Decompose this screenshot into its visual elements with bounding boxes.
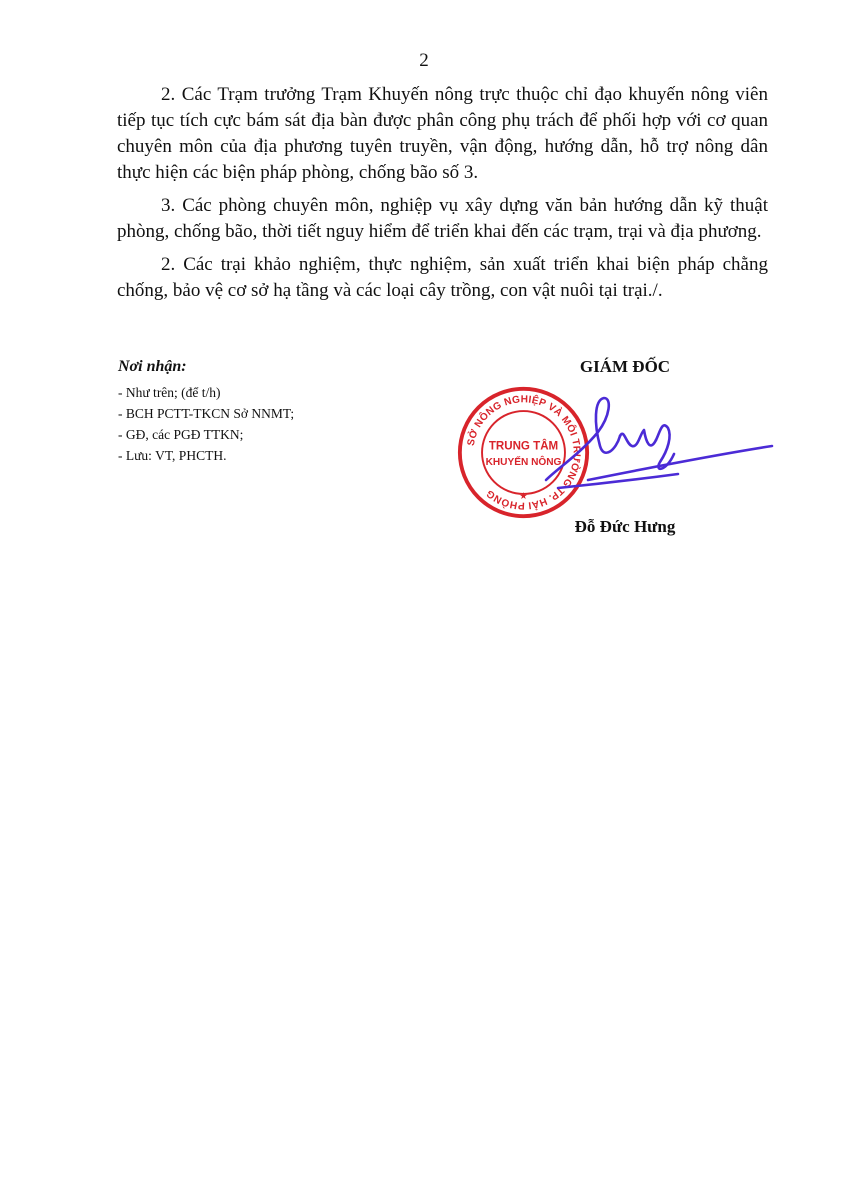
paragraph-3: 2. Các trại khảo nghiệm, thực nghiệm, sản xuất triển khai biện pháp chằng chống, bảo vệ cơ sở hạ tầng và các loại cây trồng, con vật nuôi tại trại./. xyxy=(117,254,768,301)
recipient-item: - Lưu: VT, PHCTH. xyxy=(118,448,227,463)
seal-center-line-1: TRUNG TÂM xyxy=(488,440,559,453)
recipient-item: - BCH PCTT-TKCN Sở NNMT; xyxy=(118,406,295,421)
paragraph-2: 3. Các phòng chuyên môn, nghiệp vụ xây dựng văn bản hướng dẫn kỹ thuật phòng, chống bão, thời tiết nguy hiểm để triển khai đến các trạm, trại và địa phương. xyxy=(117,195,768,242)
paragraph-1: 2. Các Trạm trưởng Trạm Khuyến nông trực thuộc chỉ đạo khuyến nông viên tiếp tục tích cực bám sát địa bàn được phân công phụ trách để phối hợp với cơ quan chuyên môn của địa phương tuyên truyền, vận động, hướng dẫn, hỗ trợ nông dân thực hiện các biện pháp phòng, chống bão số 3. xyxy=(117,84,768,183)
signer-title: GIÁM ĐỐC xyxy=(579,357,671,376)
seal-center-line-2: KHUYẾN NÔNG xyxy=(485,457,562,469)
document-body xyxy=(117,82,768,311)
handwritten-signature-icon xyxy=(528,388,778,498)
page-number: 2 xyxy=(419,50,429,71)
recipients-list xyxy=(118,382,418,466)
signer-name: Đỗ Đức Hưng xyxy=(574,517,676,536)
seal-star-icon: ★ xyxy=(519,490,528,502)
recipient-item: - Như trên; (để t/h) xyxy=(118,385,221,400)
recipients-block xyxy=(118,358,418,466)
seal-ring-text: SỞ NÔNG NGHIỆP VÀ MÔI TRƯỜNG TP. HẢI PHÒNG xyxy=(465,394,582,511)
recipients-title: Nơi nhận: xyxy=(118,358,187,375)
recipient-item: - GĐ, các PGĐ TTKN; xyxy=(118,427,244,442)
